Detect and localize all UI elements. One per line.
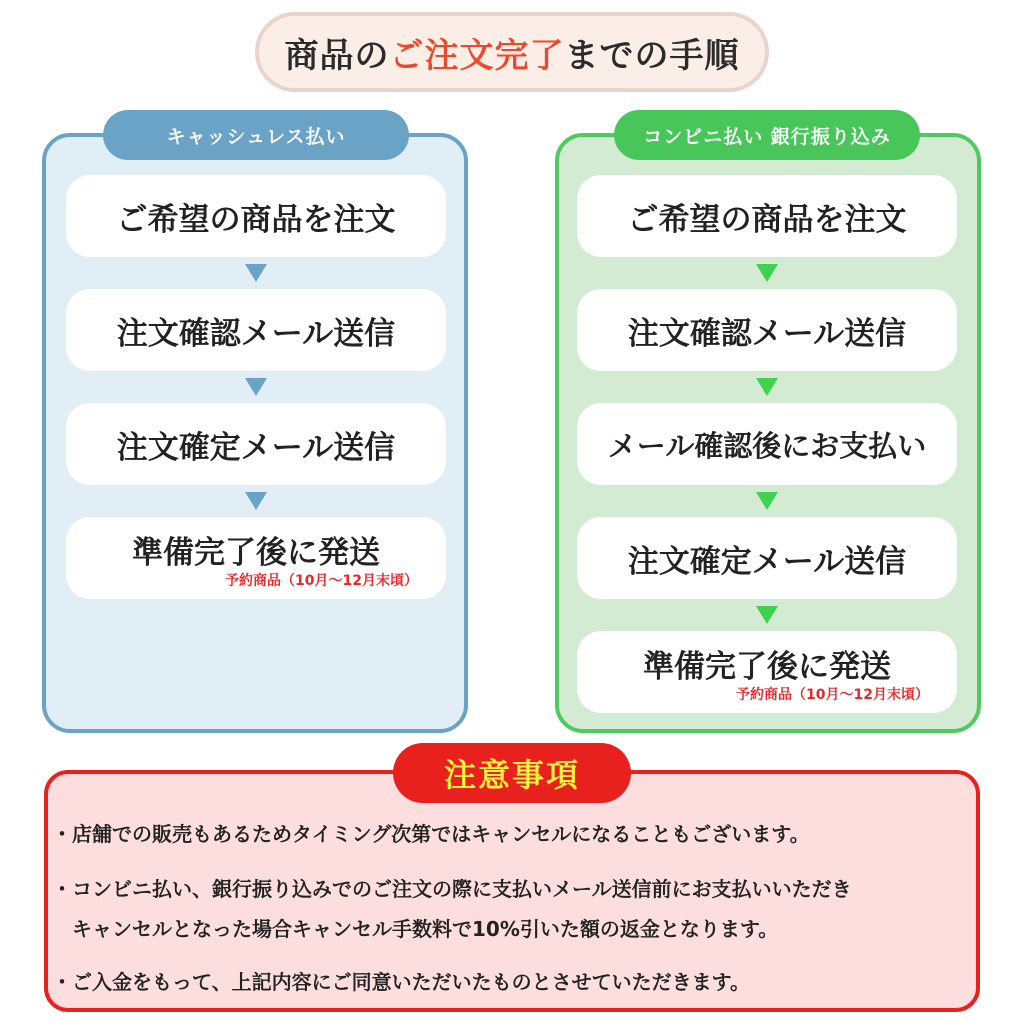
convenience-step-1 bbox=[577, 175, 957, 257]
notice-line-3: キャンセルとなった場合キャンセル手数料で10%引いた額の返金となります。 bbox=[52, 917, 779, 941]
notice-line-2: ・コンビニ払い、銀行振り込みでのご注文の際に支払いメール送信前にお支払いいただき bbox=[52, 877, 852, 901]
notice-title: 注意事項 bbox=[393, 743, 631, 803]
notice-line-1: ・店舗での販売もあるためタイミング次第ではキャンセルになることもございます。 bbox=[52, 822, 810, 846]
notice-line-4: ・ご入金をもって、上記内容にご同意いただいたものとさせていただきます。 bbox=[52, 970, 750, 994]
step-text: 注文確認メール送信 bbox=[116, 315, 396, 352]
step-text: メール確認後にお支払い bbox=[607, 428, 927, 463]
convenience-step-2 bbox=[577, 289, 957, 371]
step-text: ご希望の商品を注文 bbox=[627, 201, 907, 238]
convenience-tab: コンビニ払い 銀行振り込み bbox=[614, 110, 920, 160]
convenience-step-4 bbox=[577, 517, 957, 599]
step-text: 準備完了後に発送 bbox=[132, 534, 380, 571]
convenience-step-3 bbox=[577, 403, 957, 485]
step-text: 注文確認メール送信 bbox=[627, 315, 907, 352]
page-title bbox=[255, 12, 769, 92]
cashless-step-4 bbox=[66, 517, 446, 599]
cashless-step-2 bbox=[66, 289, 446, 371]
arrow-down-icon bbox=[756, 378, 778, 396]
arrow-down-icon bbox=[245, 378, 267, 396]
title-part2: までの手順 bbox=[564, 35, 740, 76]
step-text: 注文確定メール送信 bbox=[627, 543, 907, 580]
step-text: 注文確定メール送信 bbox=[116, 429, 396, 466]
cashless-tab: キャッシュレス払い bbox=[103, 110, 409, 160]
step-note: 予約商品（10月〜12月末頃） bbox=[225, 572, 418, 589]
arrow-down-icon bbox=[756, 492, 778, 510]
step-note: 予約商品（10月〜12月末頃） bbox=[736, 686, 929, 703]
arrow-down-icon bbox=[245, 492, 267, 510]
title-part1: 商品の bbox=[284, 35, 390, 76]
step-text: 準備完了後に発送 bbox=[643, 648, 891, 685]
convenience-step-5 bbox=[577, 631, 957, 713]
title-accent: ご注文完了 bbox=[389, 35, 565, 76]
cashless-step-3 bbox=[66, 403, 446, 485]
cashless-step-1 bbox=[66, 175, 446, 257]
step-text: ご希望の商品を注文 bbox=[116, 201, 396, 238]
arrow-down-icon bbox=[245, 264, 267, 282]
arrow-down-icon bbox=[756, 264, 778, 282]
arrow-down-icon bbox=[756, 606, 778, 624]
